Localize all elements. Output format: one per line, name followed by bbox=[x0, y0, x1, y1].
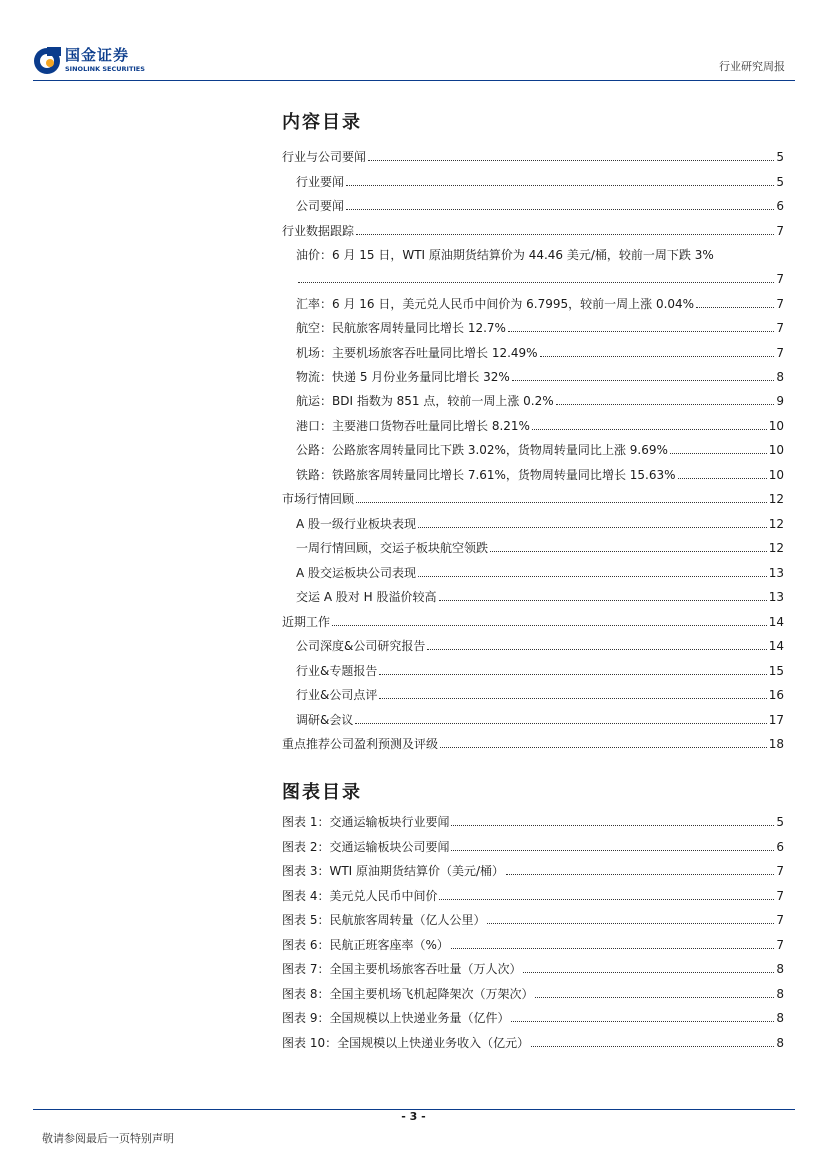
figure-dot-leader bbox=[531, 1046, 774, 1047]
toc-entry-title: 行业&公司点评 bbox=[296, 688, 378, 702]
toc-entry[interactable] bbox=[296, 708, 784, 728]
figure-entry-page: 7 bbox=[776, 889, 784, 903]
toc-entry-title: 一周行情回顾，交运子板块航空领跌 bbox=[296, 541, 489, 555]
figure-dot-leader bbox=[451, 948, 775, 949]
figure-entry[interactable] bbox=[282, 859, 784, 879]
toc-entry-page: 7 bbox=[776, 297, 784, 311]
figure-entry[interactable] bbox=[282, 1006, 784, 1026]
figure-entry[interactable] bbox=[282, 982, 784, 1002]
figure-dot-leader bbox=[506, 874, 774, 875]
toc-entry[interactable] bbox=[296, 341, 784, 361]
toc-entry-page: 7 bbox=[776, 224, 784, 238]
figure-entry-title: 图表 4：美元兑人民币中间价 bbox=[282, 889, 438, 903]
toc-entry-title: 市场行情回顾 bbox=[282, 492, 355, 506]
figure-entry-page: 8 bbox=[776, 987, 784, 1001]
toc-entry-title: 铁路：铁路旅客周转量同比增长 7.61%，货物周转量同比增长 15.63% bbox=[296, 468, 676, 482]
toc-entry[interactable] bbox=[296, 365, 784, 385]
toc-entry-title: 物流：快递 5 月份业务量同比增长 32% bbox=[296, 370, 510, 384]
toc-entry[interactable] bbox=[296, 585, 784, 605]
toc-dot-leader bbox=[332, 625, 767, 626]
toc-title: 内容目录 bbox=[282, 112, 362, 133]
toc-entry-page: 10 bbox=[768, 468, 784, 482]
toc-entry[interactable] bbox=[296, 659, 784, 679]
toc-entry-page: 13 bbox=[768, 590, 784, 604]
figure-entry-title: 图表 10：全国规模以上快递业务收入（亿元） bbox=[282, 1036, 530, 1050]
figure-entry-page: 5 bbox=[776, 815, 784, 829]
toc-dot-leader bbox=[418, 527, 767, 528]
toc-dot-leader bbox=[355, 723, 766, 724]
header-divider bbox=[33, 80, 795, 81]
company-logo bbox=[33, 47, 163, 77]
figure-entry-title: 图表 9：全国规模以上快递业务量（亿件） bbox=[282, 1011, 510, 1025]
toc-entry-page: 6 bbox=[776, 199, 784, 213]
toc-entry-page: 10 bbox=[768, 419, 784, 433]
figure-entry[interactable] bbox=[282, 933, 784, 953]
toc-entry[interactable] bbox=[296, 267, 784, 287]
toc-dot-leader bbox=[532, 429, 767, 430]
figure-entry-page: 8 bbox=[776, 1011, 784, 1025]
toc-entry-page: 8 bbox=[776, 370, 784, 384]
toc-entry[interactable] bbox=[296, 194, 784, 214]
toc-entry[interactable] bbox=[282, 145, 784, 165]
toc-entry-page: 17 bbox=[768, 713, 784, 727]
toc-entry-title: 行业与公司要闻 bbox=[282, 150, 367, 164]
figure-entry-title: 图表 5：民航旅客周转量（亿人公里） bbox=[282, 913, 486, 927]
toc-entry[interactable] bbox=[296, 292, 784, 312]
toc-entry-title: 行业数据跟踪 bbox=[282, 224, 355, 238]
toc-entry-page: 7 bbox=[776, 272, 784, 286]
toc-entry-title: 近期工作 bbox=[282, 615, 331, 629]
toc-dot-leader bbox=[346, 185, 774, 186]
figure-entry-title: 图表 6：民航正班客座率（%） bbox=[282, 938, 449, 952]
toc-entry-title: 公路：公路旅客周转量同比下跌 3.02%，货物周转量同比上涨 9.69% bbox=[296, 443, 668, 457]
figure-entry[interactable] bbox=[282, 810, 784, 830]
toc-entry-page: 7 bbox=[776, 321, 784, 335]
toc-entry-title: 调研&会议 bbox=[296, 713, 354, 727]
toc-entry[interactable] bbox=[296, 561, 784, 581]
toc-entry[interactable] bbox=[282, 732, 784, 752]
toc-entry-page: 15 bbox=[768, 664, 784, 678]
figure-entry[interactable] bbox=[282, 908, 784, 928]
report-type: 行业研究周报 bbox=[719, 60, 785, 73]
toc-entry-page: 9 bbox=[776, 394, 784, 408]
figure-entry-title: 图表 8：全国主要机场飞机起降架次（万架次） bbox=[282, 987, 534, 1001]
toc-entry-title: 行业&专题报告 bbox=[296, 664, 378, 678]
toc-entry-title: 公司深度&公司研究报告 bbox=[296, 639, 426, 653]
toc-dot-leader bbox=[696, 307, 774, 308]
toc-entry[interactable] bbox=[296, 683, 784, 703]
toc-dot-leader bbox=[490, 551, 767, 552]
figure-entry-title: 图表 3：WTI 原油期货结算价（美元/桶） bbox=[282, 864, 505, 878]
toc-entry-title: A 股交运板块公司表现 bbox=[296, 566, 417, 580]
toc-dot-leader bbox=[440, 747, 767, 748]
figure-entry-page: 7 bbox=[776, 913, 784, 927]
toc-dot-leader bbox=[298, 282, 774, 283]
toc-entry-page: 7 bbox=[776, 346, 784, 360]
figure-dot-leader bbox=[451, 850, 774, 851]
toc-entry-page: 16 bbox=[768, 688, 784, 702]
toc-entry-page: 12 bbox=[768, 541, 784, 555]
toc-entry[interactable] bbox=[296, 634, 784, 654]
figure-dot-leader bbox=[487, 923, 774, 924]
toc-entry[interactable] bbox=[296, 389, 784, 409]
toc-entry-title: 航运：BDI 指数为 851 点，较前一周上涨 0.2% bbox=[296, 394, 554, 408]
figure-dot-leader bbox=[511, 1021, 774, 1022]
figure-entry-page: 7 bbox=[776, 864, 784, 878]
toc-entry[interactable] bbox=[296, 316, 784, 336]
toc-entry-page: 18 bbox=[768, 737, 784, 751]
toc-entry[interactable] bbox=[296, 536, 784, 556]
figure-dot-leader bbox=[439, 899, 774, 900]
figure-entry-page: 6 bbox=[776, 840, 784, 854]
figures-title: 图表目录 bbox=[282, 782, 362, 803]
toc-entry[interactable] bbox=[296, 243, 784, 263]
page-number: - 3 - bbox=[401, 1110, 426, 1123]
toc-dot-leader bbox=[379, 698, 766, 699]
figure-entry[interactable] bbox=[282, 1031, 784, 1051]
toc-entry-page: 12 bbox=[768, 492, 784, 506]
toc-entry-title: 行业要闻 bbox=[296, 175, 345, 189]
toc-entry-page: 5 bbox=[776, 175, 784, 189]
figure-dot-leader bbox=[535, 997, 774, 998]
toc-entry-title: 航空：民航旅客周转量同比增长 12.7% bbox=[296, 321, 506, 335]
toc-entry[interactable] bbox=[296, 414, 784, 434]
toc-entry-title: 机场：主要机场旅客吞吐量同比增长 12.49% bbox=[296, 346, 538, 360]
toc-entry-title: 交运 A 股对 H 股溢价较高 bbox=[296, 590, 437, 604]
toc-entry[interactable] bbox=[296, 438, 784, 458]
toc-dot-leader bbox=[508, 331, 774, 332]
toc-entry-page: 5 bbox=[776, 150, 784, 164]
figure-entry-title: 图表 2：交通运输板块公司要闻 bbox=[282, 840, 450, 854]
toc-entry-title: 汇率：6 月 16 日，美元兑人民币中间价为 6.7995，较前一周上涨 0.04% bbox=[296, 297, 695, 311]
toc-dot-leader bbox=[670, 453, 767, 454]
toc-entry[interactable] bbox=[282, 487, 784, 507]
toc-dot-leader bbox=[427, 649, 766, 650]
figure-dot-leader bbox=[523, 972, 774, 973]
figure-dot-leader bbox=[451, 825, 774, 826]
logo-text-cn: 国金证券 bbox=[65, 46, 130, 64]
figure-entry-page: 8 bbox=[776, 1036, 784, 1050]
toc-entry-page: 14 bbox=[768, 615, 784, 629]
toc-entry-title: 公司要闻 bbox=[296, 199, 345, 213]
disclaimer-note: 敬请参阅最后一页特别声明 bbox=[42, 1132, 174, 1145]
toc-entry-title: A 股一级行业板块表现 bbox=[296, 517, 417, 531]
logo-text-en: SINOLINK SECURITIES bbox=[65, 65, 145, 73]
figure-entry[interactable] bbox=[282, 884, 784, 904]
toc-dot-leader bbox=[356, 234, 774, 235]
figure-entry[interactable] bbox=[282, 957, 784, 977]
figure-entry-title: 图表 1：交通运输板块行业要闻 bbox=[282, 815, 450, 829]
figure-entry[interactable] bbox=[282, 835, 784, 855]
toc-entry-page: 10 bbox=[768, 443, 784, 457]
toc-entry-title: 港口：主要港口货物吞吐量同比增长 8.21% bbox=[296, 419, 530, 433]
toc-dot-leader bbox=[379, 674, 766, 675]
figure-entry-page: 8 bbox=[776, 962, 784, 976]
toc-dot-leader bbox=[346, 209, 774, 210]
figure-entry-page: 7 bbox=[776, 938, 784, 952]
toc-dot-leader bbox=[540, 356, 775, 357]
toc-dot-leader bbox=[439, 600, 767, 601]
toc-entry[interactable] bbox=[296, 170, 784, 190]
sinolink-logo-icon bbox=[33, 47, 61, 75]
toc-dot-leader bbox=[356, 502, 767, 503]
toc-dot-leader bbox=[512, 380, 775, 381]
page-header bbox=[0, 0, 827, 82]
toc-dot-leader bbox=[678, 478, 767, 479]
toc-entry-page: 13 bbox=[768, 566, 784, 580]
toc-entry-page: 14 bbox=[768, 639, 784, 653]
toc-dot-leader bbox=[418, 576, 767, 577]
toc-entry[interactable] bbox=[282, 219, 784, 239]
toc-dot-leader bbox=[556, 404, 775, 405]
toc-entry[interactable] bbox=[296, 463, 784, 483]
toc-entry-title: 重点推荐公司盈利预测及评级 bbox=[282, 737, 439, 751]
toc-entry-page: 12 bbox=[768, 517, 784, 531]
figure-entry-title: 图表 7：全国主要机场旅客吞吐量（万人次） bbox=[282, 962, 522, 976]
toc-dot-leader bbox=[368, 160, 774, 161]
toc-entry[interactable] bbox=[296, 512, 784, 532]
toc-entry-title: 油价：6 月 15 日，WTI 原油期货结算价为 44.46 美元/桶，较前一周下跌 3% bbox=[296, 248, 714, 262]
toc-entry[interactable] bbox=[282, 610, 784, 630]
